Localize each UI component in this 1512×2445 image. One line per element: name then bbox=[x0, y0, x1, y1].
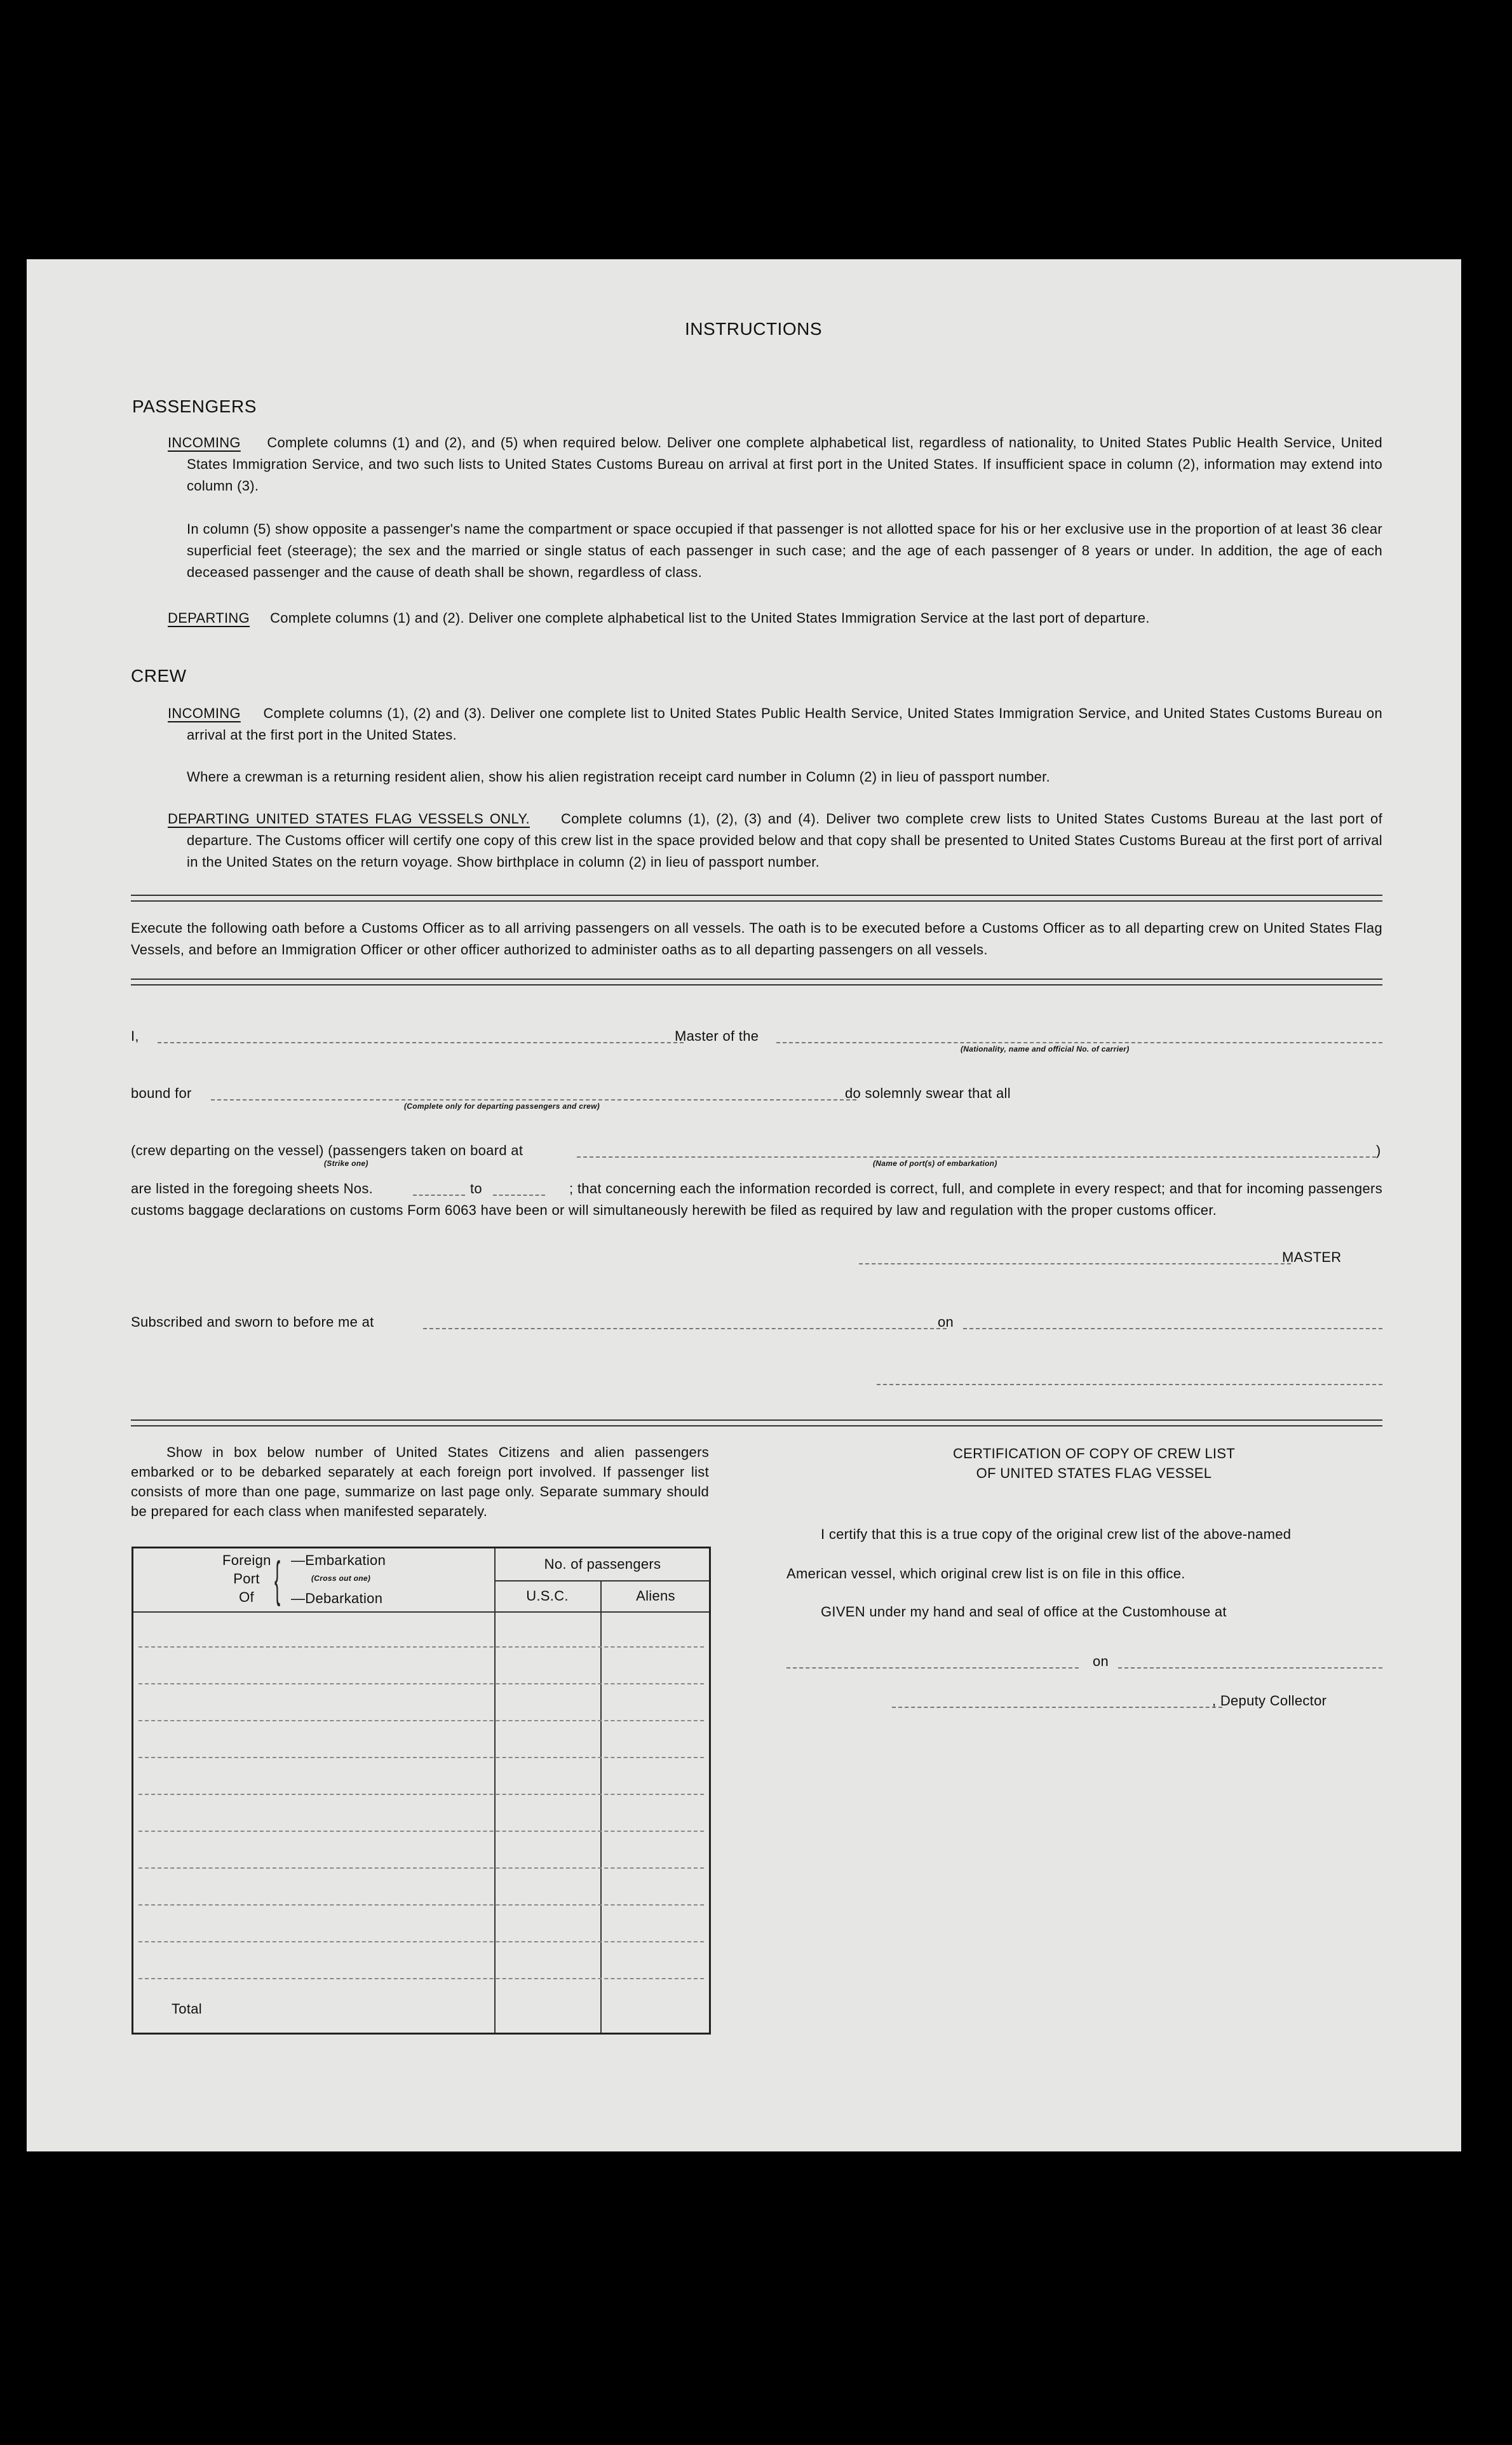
table-row[interactable] bbox=[138, 1794, 704, 1795]
passenger-summary-table bbox=[132, 1547, 711, 2035]
passengers-incoming-paragraph bbox=[168, 432, 1382, 497]
sworn-date-field[interactable] bbox=[963, 1328, 1382, 1329]
table-row[interactable] bbox=[138, 1978, 704, 1979]
oath-instruction: Execute the following oath before a Customs Officer as to all arriving passengers on all vessels. The oath is to be executed before a Customs Officer as to all departing crew on United States Flag Vessels, and before an Immigration Officer or other officer authorized to administer oaths as to all departing passengers on all vessels. bbox=[131, 920, 1382, 958]
sworn-place-field[interactable] bbox=[423, 1328, 947, 1329]
table-row[interactable] bbox=[138, 1757, 704, 1758]
table-divider bbox=[494, 1548, 496, 2033]
table-row[interactable] bbox=[138, 1720, 704, 1721]
passengers-column5-text: In column (5) show opposite a passenger's name the compartment or space occupied if that passenger is not allotted space for his or her exclusive use in the proportion of at least 36 clear superficial feet (steerage); the sex and the married or single status of each passenger in such case; and the age of each passenger of 8 years or under. In addition, the age of each deceased passenger and the cause of death shall be shown, regardless of class. bbox=[187, 521, 1382, 580]
form-page bbox=[27, 259, 1461, 2151]
bound-for-note: (Complete only for departing passengers and crew) bbox=[404, 1102, 600, 1111]
aliens-header: Aliens bbox=[636, 1588, 675, 1604]
table-row[interactable] bbox=[138, 1646, 704, 1648]
crew-incoming-text: Complete columns (1), (2) and (3). Deliver one complete list to United States Public Health Service, United States Immigration Service, and United States Customs Bureau on arrival at the first port in the United States. bbox=[187, 705, 1382, 743]
no-passengers-header: No. of passengers bbox=[544, 1556, 661, 1572]
passengers-incoming-label: INCOMING bbox=[168, 435, 241, 450]
total-label: Total bbox=[172, 2001, 202, 2017]
crew-heading: CREW bbox=[131, 666, 187, 686]
debarkation-label: —Debarkation bbox=[291, 1590, 383, 1606]
table-row[interactable] bbox=[138, 1683, 704, 1684]
master-label: MASTER bbox=[1282, 1249, 1342, 1265]
table-divider bbox=[600, 1581, 602, 2033]
passengers-departing-label: DEPARTING bbox=[168, 610, 250, 626]
deputy-signature-field[interactable] bbox=[892, 1707, 1222, 1708]
table-row[interactable] bbox=[138, 1941, 704, 1942]
subscribed-label: Subscribed and sworn to before me at bbox=[131, 1314, 374, 1330]
divider-rule bbox=[131, 979, 1382, 985]
swear-label: do solemnly swear that all bbox=[845, 1085, 1011, 1101]
given-line: GIVEN under my hand and seal of office at the Customhouse at bbox=[821, 1604, 1227, 1620]
sheets-label: are listed in the foregoing sheets Nos. bbox=[131, 1181, 374, 1196]
port-label: Port bbox=[233, 1571, 260, 1587]
table-row[interactable] bbox=[138, 1867, 704, 1869]
table-header-bottom bbox=[133, 1611, 709, 1613]
crew-incoming-paragraph bbox=[168, 703, 1382, 746]
close-paren: ) bbox=[1376, 1142, 1381, 1158]
customhouse-field[interactable] bbox=[786, 1667, 1079, 1669]
table-header-split bbox=[494, 1580, 709, 1581]
nationality-note: (Nationality, name and official No. of carrier) bbox=[961, 1045, 1130, 1053]
master-name-field[interactable] bbox=[158, 1042, 684, 1043]
usc-header: U.S.C. bbox=[526, 1588, 569, 1604]
table-row[interactable] bbox=[138, 1831, 704, 1832]
divider-rule bbox=[131, 1419, 1382, 1426]
passengers-departing-paragraph bbox=[168, 607, 1382, 629]
certification-on-label: on bbox=[1093, 1653, 1109, 1669]
sworn-on-label: on bbox=[938, 1314, 954, 1330]
master-signature-field[interactable] bbox=[859, 1263, 1291, 1264]
certify-line2: American vessel, which original crew list is on file in this office. bbox=[786, 1566, 1185, 1581]
of-label: Of bbox=[239, 1589, 254, 1605]
certification-title bbox=[776, 1444, 1412, 1483]
divider-rule bbox=[131, 895, 1382, 902]
passengers-departing-text: Complete columns (1) and (2). Deliver one complete alphabetical list to the United States Immigration Service at the last port of departure. bbox=[270, 610, 1150, 626]
brace-icon: { bbox=[274, 1551, 281, 1607]
passengers-heading: PASSENGERS bbox=[132, 396, 257, 416]
crew-departing-text: Complete columns (1), (2), (3) and (4). Deliver two complete crew lists to United States Customs Bureau at the last port of departure. The Customs officer will certify one copy of this crew list in the space provided below and that copy shall be presented to United States Customs Bureau at the first port of arrival in the United States on the return voyage. Show birthplace in column (2) in lieu of passport number. bbox=[187, 811, 1383, 870]
cross-out-note: (Cross out one) bbox=[311, 1574, 371, 1583]
ports-note: (Name of port(s) of embarkation) bbox=[873, 1159, 997, 1168]
deputy-collector-label: , Deputy Collector bbox=[1212, 1693, 1327, 1709]
certification-title-line2: OF UNITED STATES FLAG VESSEL bbox=[976, 1465, 1212, 1481]
embarkation-ports-field[interactable] bbox=[577, 1156, 1376, 1158]
to-label: to bbox=[470, 1181, 482, 1196]
certification-title-line1: CERTIFICATION OF COPY OF CREW LIST bbox=[952, 1446, 1236, 1461]
crew-departing-paragraph bbox=[168, 808, 1382, 873]
crew-incoming-label: INCOMING bbox=[168, 705, 241, 721]
embarkation-label: —Embarkation bbox=[291, 1552, 386, 1568]
master-of-label: Master of the bbox=[675, 1028, 759, 1044]
foreign-port-of-header bbox=[222, 1551, 271, 1606]
summary-instruction: Show in box below number of United States Citizens and alien passengers embarked or to be debarked separately at each foreign port involved. If passenger list consists of more than one page, summarize on last page only. Separate summary should be prepared for each class when manifested separately. bbox=[131, 1444, 709, 1519]
passengers-incoming-text: Complete columns (1) and (2), and (5) when required below. Deliver one complete alphabetical list, regardless of nationality, to United States Public Health Service, United States Immigration Service, and two such lists to United States Customs Bureau on arrival at first port in the United States. If insufficient space in column (2), information may extend into column (3). bbox=[187, 435, 1383, 494]
foreign-label: Foreign bbox=[222, 1552, 271, 1568]
bound-for-label: bound for bbox=[131, 1085, 192, 1101]
crew-resident-text: Where a crewman is a returning resident alien, show his alien registration receipt card number in Column (2) in lieu of passport number. bbox=[187, 769, 1050, 785]
certification-date-field[interactable] bbox=[1118, 1667, 1382, 1669]
certify-text: ; that concerning each the information recorded is correct, full, and complete in every respect; and that for incoming passengers customs baggage declarations on customs Form 6063 have been or will simultaneously herewith be filed as required by law and regulation with the proper customs officer. bbox=[131, 1181, 1382, 1218]
crew-passengers-label: (crew departing on the vessel) (passengers taken on board at bbox=[131, 1142, 523, 1158]
page-title: INSTRUCTIONS bbox=[685, 319, 822, 339]
officer-signature-field[interactable] bbox=[877, 1384, 1382, 1385]
crew-departing-label: DEPARTING UNITED STATES FLAG VESSELS ONLY. bbox=[168, 811, 530, 827]
bound-for-field[interactable] bbox=[211, 1099, 856, 1101]
vessel-field[interactable] bbox=[776, 1042, 1382, 1043]
oath-i-label: I, bbox=[131, 1028, 139, 1044]
strike-note: (Strike one) bbox=[324, 1159, 368, 1168]
table-row[interactable] bbox=[138, 1904, 704, 1906]
certify-line1: I certify that this is a true copy of the original crew list of the above-named bbox=[821, 1526, 1292, 1542]
